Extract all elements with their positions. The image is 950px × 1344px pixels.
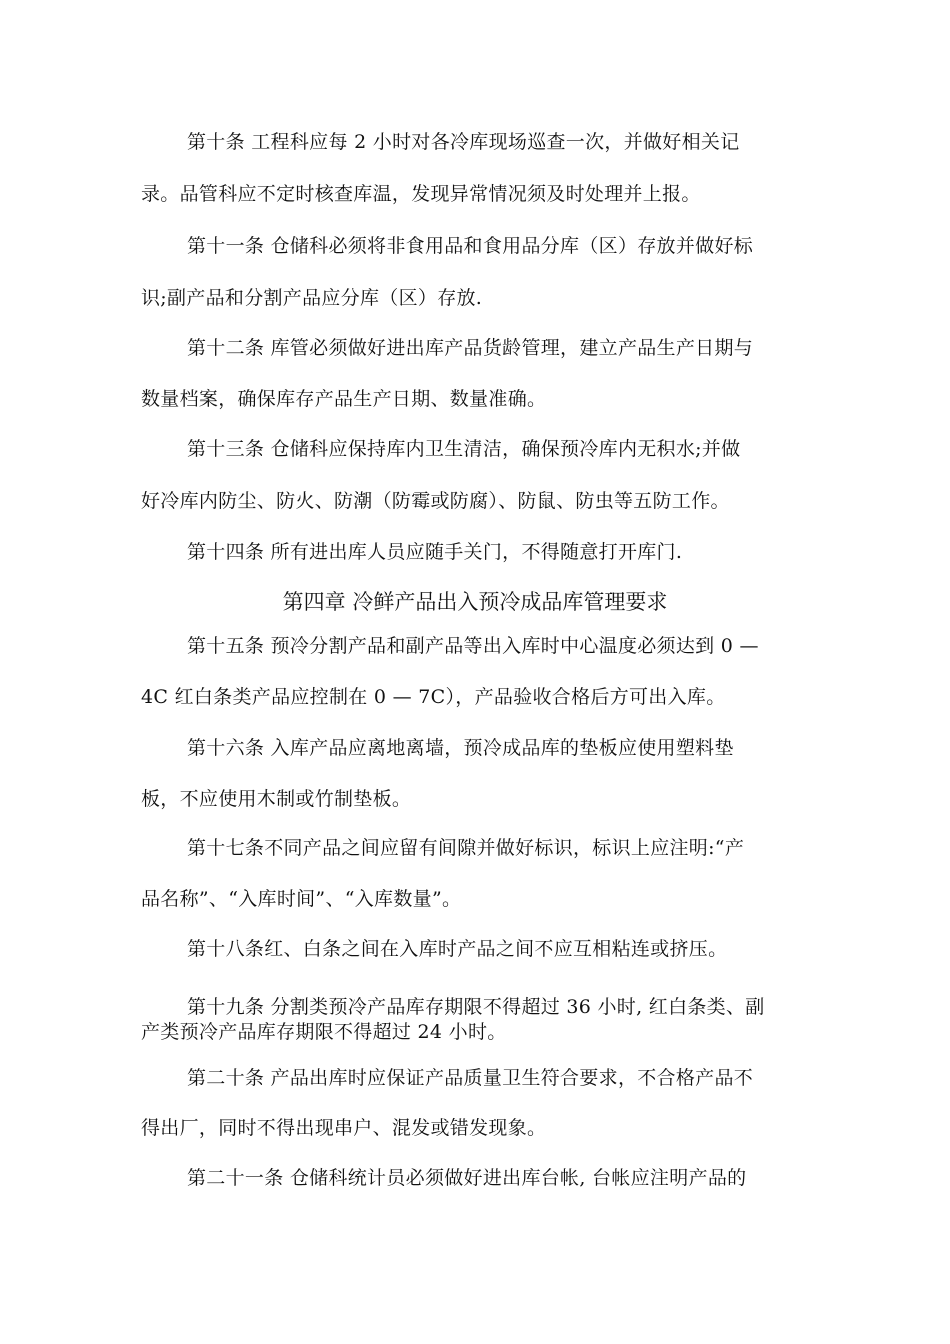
- article-19-line-2: 产类预冷产品库存期限不得超过 24 小时。: [141, 1021, 507, 1043]
- article-15-line-1: 第十五条 预冷分割产品和副产品等出入库时中心温度必须达到 0 —: [187, 635, 759, 657]
- article-11-line-1: 第十一条 仓储科必须将非食用品和食用品分库（区）存放并做好标: [187, 235, 754, 257]
- article-11-line-2: 识;副产品和分割产品应分库（区）存放.: [141, 287, 483, 309]
- article-14-line-1: 第十四条 所有进出库人员应随手关门，不得随意打开库门.: [187, 541, 683, 563]
- article-16-line-2: 板，不应使用木制或竹制垫板。: [141, 788, 412, 810]
- chapter-4-heading: 第四章 冷鲜产品出入预冷成品库管理要求: [282, 590, 668, 614]
- article-18-line-1: 第十八条红、白条之间在入库时产品之间不应互相粘连或挤压。: [187, 938, 728, 960]
- article-17-line-1: 第十七条不同产品之间应留有间隙并做好标识，标识上应注明:“产: [187, 837, 745, 859]
- article-12-line-1: 第十二条 库管必须做好进出库产品货龄管理，建立产品生产日期与: [187, 337, 754, 359]
- article-19-line-1: 第十九条 分割类预冷产品库存期限不得超过 36 小时, 红白条类、副: [187, 996, 765, 1018]
- article-20-line-1: 第二十条 产品出库时应保证产品质量卫生符合要求，不合格产品不: [187, 1067, 754, 1089]
- article-16-line-1: 第十六条 入库产品应离地离墙，预冷成品库的垫板应使用塑料垫: [187, 737, 734, 759]
- article-10-line-1: 第十条 工程科应每 2 小时对各冷库现场巡查一次，并做好相关记: [187, 131, 740, 153]
- article-13-line-2: 好冷库内防尘、防火、防潮（防霉或防腐）、防鼠、防虫等五防工作。: [141, 490, 730, 512]
- article-17-line-2: 品名称”、“入库时间”、“入库数量”。: [141, 888, 462, 910]
- article-20-line-2: 得出厂，同时不得出现串户、混发或错发现象。: [141, 1117, 547, 1139]
- article-13-line-1: 第十三条 仓储科应保持库内卫生清洁，确保预冷库内无积水;并做: [187, 438, 741, 460]
- article-10-line-2: 录。品管科应不定时核查库温，发现异常情况须及时处理并上报。: [141, 183, 701, 205]
- article-12-line-2: 数量档案，确保库存产品生产日期、数量准确。: [141, 388, 547, 410]
- article-15-line-2: 4C 红白条类产品应控制在 0 — 7C），产品验收合格后方可出入库。: [141, 686, 726, 708]
- article-21-line-1: 第二十一条 仓储科统计员必须做好进出库台帐, 台帐应注明产品的: [187, 1167, 747, 1189]
